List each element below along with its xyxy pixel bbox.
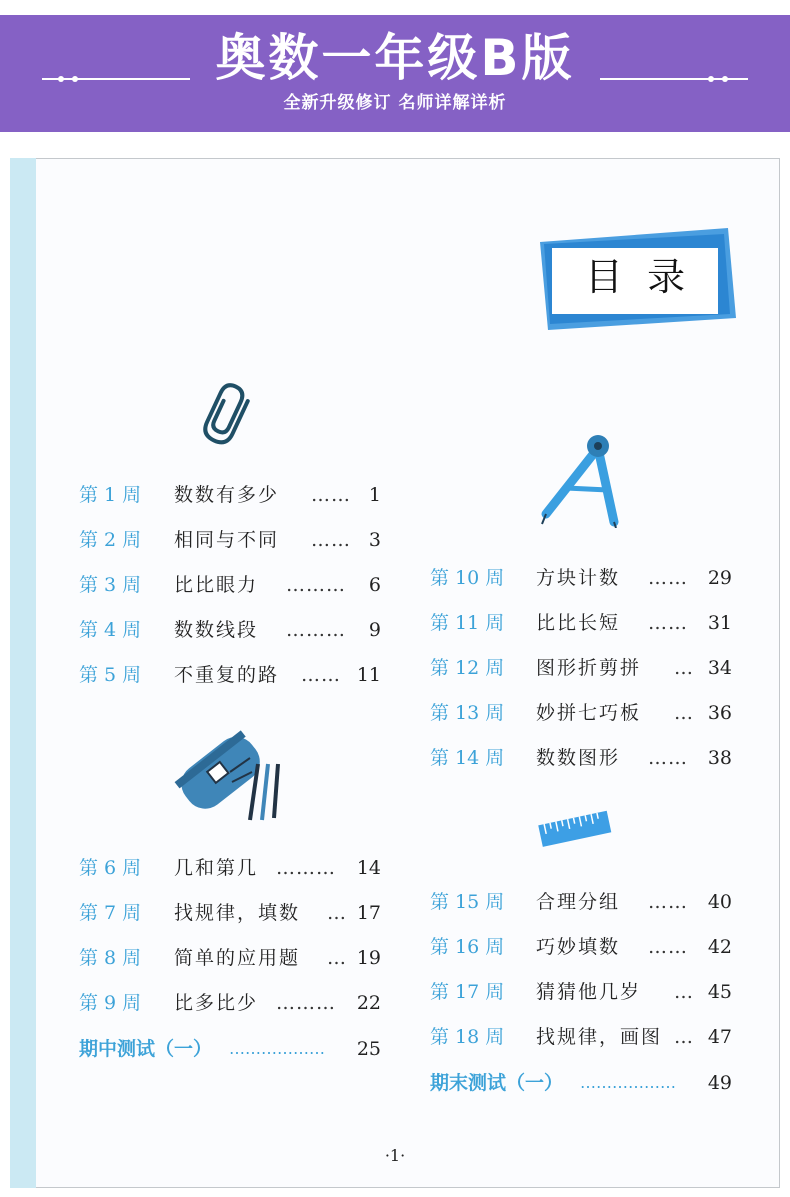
- toc-page-number: 25: [356, 1038, 381, 1060]
- toc-page-number: 29: [707, 567, 732, 589]
- toc-entry-title: 不重复的路: [174, 664, 280, 686]
- page-folio: ·1·: [384, 1146, 406, 1165]
- toc-entry[interactable]: [79, 943, 381, 973]
- toc-entry[interactable]: [79, 570, 381, 600]
- toc-entry[interactable]: [79, 615, 381, 645]
- toc-entry[interactable]: [430, 608, 732, 638]
- toc-entry-title: 几和第几: [174, 857, 259, 879]
- toc-leader-dots: …: [674, 702, 694, 724]
- toc-entry[interactable]: [79, 853, 381, 883]
- ruler-icon: [534, 800, 614, 860]
- toc-entry-title: 期末测试（一）: [430, 1072, 564, 1094]
- toc-entry-title: 数数图形: [536, 747, 621, 769]
- toc-leader-dots: ………………: [580, 1073, 676, 1092]
- toc-week-label: 第 3 周: [79, 574, 142, 596]
- toc-week-label: 第 2 周: [79, 529, 142, 551]
- toc-week-label: 第 11 周: [430, 612, 505, 634]
- toc-page-number: 47: [707, 1026, 732, 1048]
- toc-leader-dots: ……: [648, 567, 688, 589]
- toc-page-number: 1: [368, 484, 381, 506]
- toc-leader-dots: ……: [648, 612, 688, 634]
- toc-page-number: 9: [368, 619, 381, 641]
- pencil-case-icon: [170, 712, 290, 827]
- toc-week-label: 第 8 周: [79, 947, 142, 969]
- toc-page-number: 42: [707, 936, 732, 958]
- toc-page-number: 45: [707, 981, 732, 1003]
- compass-icon: [536, 428, 626, 528]
- toc-leader-dots: ………: [286, 574, 346, 596]
- toc-entry-title: 找规律，填数: [174, 902, 301, 924]
- toc-week-label: 第 7 周: [79, 902, 142, 924]
- toc-leader-dots: ……: [311, 529, 351, 551]
- toc-page-number: 6: [368, 574, 381, 596]
- toc-page-number: 38: [707, 747, 732, 769]
- toc-heading: 目 录: [584, 255, 686, 299]
- toc-week-label: 第 16 周: [430, 936, 505, 958]
- toc-entry[interactable]: [430, 698, 732, 728]
- toc-page-number: 36: [707, 702, 732, 724]
- toc-page-number: 22: [356, 992, 381, 1014]
- toc-leader-dots: …: [674, 1026, 694, 1048]
- toc-page-number: 19: [356, 947, 381, 969]
- toc-leader-dots: …: [674, 657, 694, 679]
- toc-week-label: 第 4 周: [79, 619, 142, 641]
- toc-page-number: 17: [356, 902, 381, 924]
- toc-entry[interactable]: [79, 525, 381, 555]
- toc-week-label: 第 10 周: [430, 567, 505, 589]
- toc-page-number: 40: [707, 891, 732, 913]
- toc-page-number: 3: [368, 529, 381, 551]
- toc-entry[interactable]: [430, 932, 732, 962]
- toc-week-label: 第 13 周: [430, 702, 505, 724]
- toc-page-number: 31: [707, 612, 732, 634]
- toc-entry-title: 巧妙填数: [536, 936, 621, 958]
- toc-leader-dots: …: [327, 902, 347, 924]
- toc-leader-dots: ………: [286, 619, 346, 641]
- toc-week-label: 第 1 周: [79, 484, 142, 506]
- toc-entry[interactable]: [79, 898, 381, 928]
- toc-leader-dots: …: [327, 947, 347, 969]
- toc-entry-title: 图形折剪拼: [536, 657, 642, 679]
- toc-entry-title: 比多比少: [174, 992, 259, 1014]
- toc-entry[interactable]: [79, 988, 381, 1018]
- page-spine-strip: [10, 158, 36, 1188]
- toc-week-label: 第 14 周: [430, 747, 505, 769]
- paperclip-icon: [198, 380, 258, 450]
- toc-entry[interactable]: [430, 887, 732, 917]
- toc-entry-title: 期中测试（一）: [79, 1038, 213, 1060]
- toc-page-number: 14: [356, 857, 381, 879]
- toc-leader-dots: ……: [648, 936, 688, 958]
- toc-entry-final[interactable]: [430, 1068, 732, 1098]
- toc-entry-title: 方块计数: [536, 567, 621, 589]
- toc-entry-title: 数数有多少: [174, 484, 280, 506]
- toc-week-label: 第 15 周: [430, 891, 505, 913]
- toc-leader-dots: ……: [648, 891, 688, 913]
- toc-leader-dots: ……: [301, 664, 341, 686]
- book-subtitle: 全新升级修订 名师详解详析: [283, 93, 507, 113]
- toc-entry-title: 简单的应用题: [174, 947, 301, 969]
- toc-entry-title: 相同与不同: [174, 529, 280, 551]
- toc-leader-dots: ……: [311, 484, 351, 506]
- toc-week-label: 第 18 周: [430, 1026, 505, 1048]
- toc-page-number: 49: [707, 1072, 732, 1094]
- toc-entry-title: 合理分组: [536, 891, 621, 913]
- book-title: 奥数一年级B版: [215, 29, 575, 87]
- toc-week-label: 第 17 周: [430, 981, 505, 1003]
- toc-week-label: 第 9 周: [79, 992, 142, 1014]
- toc-leader-dots: ………: [276, 992, 336, 1014]
- toc-entry[interactable]: [430, 653, 732, 683]
- toc-entry-title: 妙拼七巧板: [536, 702, 642, 724]
- toc-leader-dots: …: [674, 981, 694, 1003]
- toc-week-label: 第 5 周: [79, 664, 142, 686]
- toc-entry-title: 比比眼力: [174, 574, 259, 596]
- toc-page-number: 11: [356, 664, 381, 686]
- toc-week-label: 第 6 周: [79, 857, 142, 879]
- toc-entry[interactable]: [79, 480, 381, 510]
- toc-leader-dots: ………………: [229, 1039, 325, 1058]
- toc-entry[interactable]: [430, 977, 732, 1007]
- toc-week-label: 第 12 周: [430, 657, 505, 679]
- toc-entry-title: 猜猜他几岁: [536, 981, 642, 1003]
- toc-entry[interactable]: [430, 563, 732, 593]
- toc-leader-dots: ………: [276, 857, 336, 879]
- toc-entry-title: 比比长短: [536, 612, 621, 634]
- toc-entry-midterm[interactable]: [79, 1034, 381, 1064]
- toc-entry[interactable]: [430, 1022, 732, 1052]
- toc-entry[interactable]: [430, 743, 732, 773]
- toc-entry[interactable]: [79, 660, 381, 690]
- toc-entry-title: 找规律，画图: [536, 1026, 663, 1048]
- toc-entry-title: 数数线段: [174, 619, 259, 641]
- toc-page-number: 34: [707, 657, 732, 679]
- toc-leader-dots: ……: [648, 747, 688, 769]
